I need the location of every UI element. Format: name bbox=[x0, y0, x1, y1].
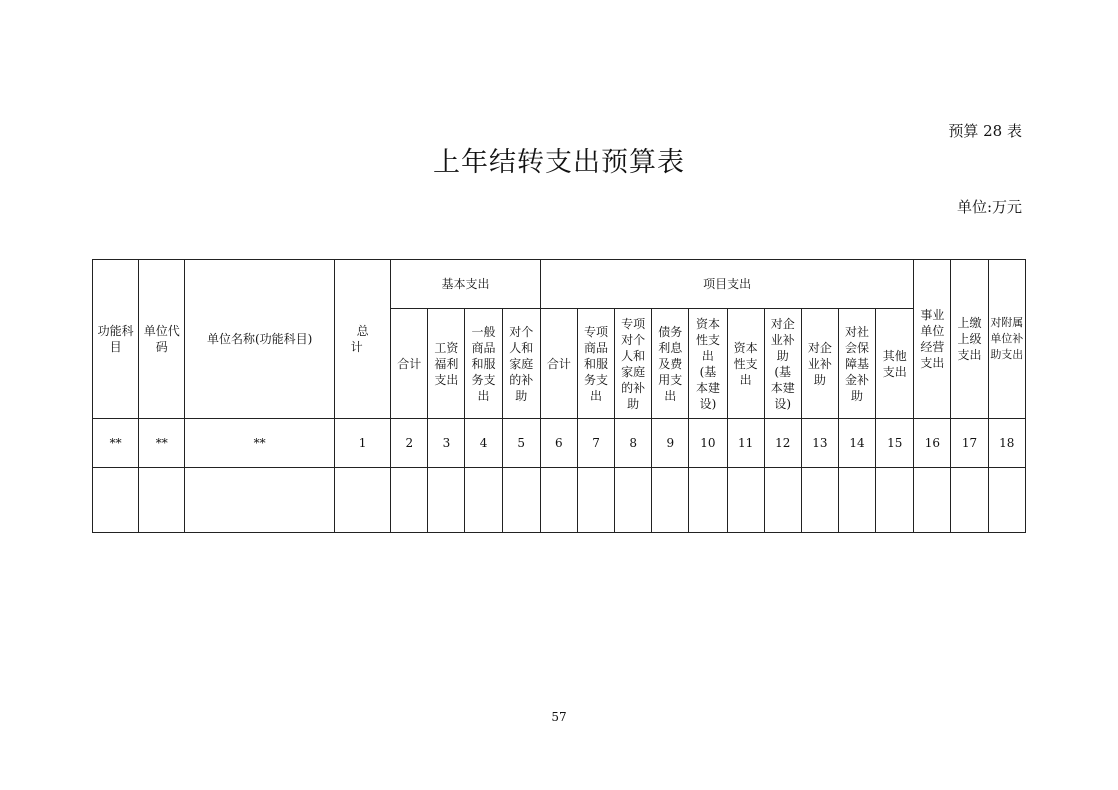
header-project-other: 其他支出 bbox=[876, 309, 914, 419]
code-cell: 16 bbox=[914, 419, 951, 468]
empty-cell bbox=[988, 468, 1025, 533]
code-cell: ** bbox=[93, 419, 139, 468]
header-project-capital-construction: 资本性支出(基本建设) bbox=[689, 309, 727, 419]
code-cell: 1 bbox=[334, 419, 390, 468]
header-project-expenditure: 项目支出 bbox=[540, 260, 914, 309]
code-cell: 10 bbox=[689, 419, 727, 468]
header-unit-name: 单位名称(功能科目) bbox=[185, 260, 335, 419]
code-cell: ** bbox=[139, 419, 185, 468]
empty-cell bbox=[764, 468, 801, 533]
header-project-capital: 资本性支出 bbox=[727, 309, 764, 419]
header-project-goods-services: 专项商品和服务支出 bbox=[577, 309, 614, 419]
header-basic-expenditure: 基本支出 bbox=[391, 260, 541, 309]
form-number: 预算 28 表 bbox=[948, 122, 1022, 140]
code-cell: 17 bbox=[951, 419, 988, 468]
header-business-expenditure: 事业单位经营支出 bbox=[914, 260, 951, 419]
header-basic-total: 合计 bbox=[391, 309, 428, 419]
header-project-enterprise-subsidy: 对企业补助 bbox=[801, 309, 838, 419]
empty-cell bbox=[727, 468, 764, 533]
empty-cell bbox=[540, 468, 577, 533]
code-cell: 11 bbox=[727, 419, 764, 468]
code-cell: 15 bbox=[876, 419, 914, 468]
code-cell: 13 bbox=[801, 419, 838, 468]
header-affiliated-subsidy: 对附属单位补助支出 bbox=[988, 260, 1025, 419]
header-basic-household-subsidy: 对个人和家庭的补助 bbox=[502, 309, 540, 419]
header-func-subject: 功能科目 bbox=[93, 260, 139, 419]
empty-cell bbox=[185, 468, 335, 533]
empty-cell bbox=[838, 468, 875, 533]
header-basic-goods-services: 一般商品和服务支出 bbox=[465, 309, 502, 419]
code-cell: 4 bbox=[465, 419, 502, 468]
budget-table bbox=[92, 259, 1026, 533]
page-title: 上年结转支出预算表 bbox=[433, 147, 685, 178]
empty-cell bbox=[465, 468, 502, 533]
code-cell: ** bbox=[185, 419, 335, 468]
table-row-codes bbox=[93, 419, 1026, 468]
header-basic-wages: 工资福利支出 bbox=[428, 309, 465, 419]
code-cell: 6 bbox=[540, 419, 577, 468]
code-cell: 2 bbox=[391, 419, 428, 468]
empty-cell bbox=[615, 468, 652, 533]
empty-cell bbox=[391, 468, 428, 533]
code-cell: 12 bbox=[764, 419, 801, 468]
header-superior-payment: 上缴上级支出 bbox=[951, 260, 988, 419]
code-cell: 7 bbox=[577, 419, 614, 468]
code-cell: 3 bbox=[428, 419, 465, 468]
empty-cell bbox=[139, 468, 185, 533]
header-project-household-subsidy: 专项对个人和家庭的补助 bbox=[615, 309, 652, 419]
header-project-debt-interest: 债务利息及费用支出 bbox=[652, 309, 689, 419]
code-cell: 18 bbox=[988, 419, 1025, 468]
code-cell: 8 bbox=[615, 419, 652, 468]
empty-cell bbox=[876, 468, 914, 533]
header-project-enterprise-construction: 对企业补助(基本建设) bbox=[764, 309, 801, 419]
empty-cell bbox=[652, 468, 689, 533]
empty-cell bbox=[93, 468, 139, 533]
empty-cell bbox=[577, 468, 614, 533]
code-cell: 9 bbox=[652, 419, 689, 468]
table-row-empty bbox=[93, 468, 1026, 533]
empty-cell bbox=[951, 468, 988, 533]
empty-cell bbox=[428, 468, 465, 533]
empty-cell bbox=[914, 468, 951, 533]
unit-label: 单位:万元 bbox=[956, 198, 1022, 216]
code-cell: 14 bbox=[838, 419, 875, 468]
header-unit-code: 单位代码 bbox=[139, 260, 185, 419]
code-cell: 5 bbox=[502, 419, 540, 468]
empty-cell bbox=[334, 468, 390, 533]
empty-cell bbox=[801, 468, 838, 533]
header-project-social-security: 对社会保障基金补助 bbox=[838, 309, 875, 419]
header-project-total: 合计 bbox=[540, 309, 577, 419]
empty-cell bbox=[689, 468, 727, 533]
empty-cell bbox=[502, 468, 540, 533]
page-number: 57 bbox=[551, 710, 567, 724]
header-total: 总计 bbox=[334, 260, 390, 419]
